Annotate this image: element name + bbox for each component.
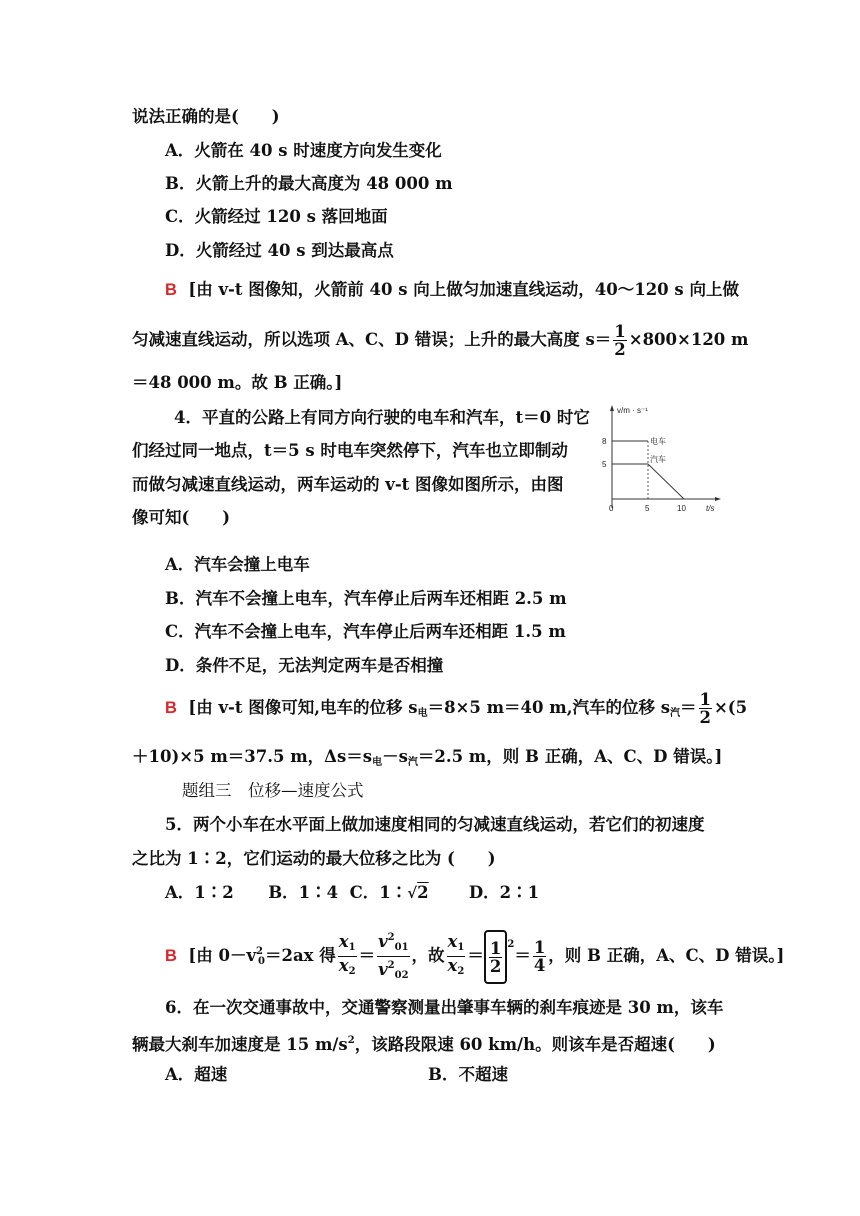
q5-stem-line1: 5．两个小车在水平面上做加速度相同的匀减速直线运动，若它们的初速度: [165, 815, 705, 834]
x-axis-label: t/s: [706, 504, 715, 513]
q5-options: A．1∶2 B．1∶4 C．1∶√2 D．2∶1: [165, 883, 540, 902]
q5-answer-letter: B: [165, 947, 177, 965]
fraction-one-half: $\frac{1}{2}$: [699, 690, 711, 727]
q4-option-d: D．条件不足，无法判定两车是否相撞: [165, 656, 444, 675]
fraction-one-half: $\frac{1}{2}$: [614, 322, 626, 359]
fraction-x1-over-x2: $\frac{x_1}{x_2}$: [338, 932, 356, 977]
q4-stem-line3: 而做匀减速直线运动，两车运动的 v-t 图像如图所示，由图: [132, 475, 564, 494]
q3-option-d: D．火箭经过 40 s 到达最高点: [165, 241, 394, 260]
x-tick-5: 5: [645, 504, 650, 513]
x-tick-0: 0: [609, 504, 614, 513]
q5-option-c: C．1∶: [349, 883, 408, 902]
fraction-x1-over-x2-b: $\frac{x_1}{x_2}$: [447, 932, 465, 977]
q6-option-a: A．超速: [165, 1065, 228, 1084]
x-axis-arrow: [715, 497, 721, 501]
q4-explanation-line2: ＋10)×5 m＝37.5 m，$\Delta s=s_电-s_汽=2.5$ m，则 B 正确，A、C、D 错误。]: [132, 747, 723, 768]
sqrt-symbol: √: [407, 884, 418, 902]
bracket-one-half: $\frac{1}{2}$: [484, 930, 507, 984]
q4-stem-line2: 们经过同一地点，t＝5 s 时电车突然停下，汽车也立即制动: [132, 441, 568, 460]
q3-explanation-line1: B [由 v-t 图像知，火箭前 40 s 向上做匀加速直线运动，40～120 s 向上做: [165, 280, 739, 299]
fraction-one-quarter: $\frac{1}{4}$: [533, 938, 546, 975]
q4-option-a: A．汽车会撞上电车: [165, 555, 310, 574]
y-tick-5: 5: [602, 460, 607, 469]
x-tick-10: 10: [677, 504, 686, 513]
q5-option-b: B．1∶4: [268, 883, 339, 902]
q4-option-b: B．汽车不会撞上电车，汽车停止后两车还相距 2.5 m: [165, 589, 567, 608]
q5-explanation: B [由 $0-v^2_0=2ax$ 得 $\frac{x_1}{x_2}$ ＝ $\frac{v^2_{01}}{v^2_{02}}$ ，故 $\frac{x_1}{x_2}$ ＝ $\frac{1}{2}$ $^2$＝ $\frac{1}{4}$ ，则 B 正确，A、C、D 错误。]: [165, 920, 784, 987]
section-heading-group3: 题组三 位移—速度公式: [182, 781, 364, 800]
q4-stem-line1: 4．平直的公路上有同方向行驶的电车和汽车，t＝0 时它: [174, 408, 590, 427]
y-axis-arrow: [610, 405, 614, 411]
vt-graph-figure: [600, 404, 730, 522]
tram-label: 电车: [650, 437, 666, 446]
q6-option-b: B．不超速: [428, 1065, 508, 1084]
q3-answer-letter: B: [165, 281, 177, 299]
q4-stem-line4: 像可知( ): [132, 508, 231, 527]
q3-option-a: A．火箭在 40 s 时速度方向发生变化: [165, 141, 442, 160]
q4-answer-letter: B: [165, 699, 177, 717]
q3-explanation-line3: ＝48 000 m。故 B 正确。]: [132, 373, 343, 392]
q3-explanation-line2: 匀减速直线运动，所以选项 A、C、D 错误；上升的最大高度 s＝ $\frac{1}{2}$ ×800×120 m: [132, 322, 749, 359]
y-axis-label: v/m · s⁻¹: [617, 406, 648, 415]
car-label: 汽车: [650, 455, 666, 464]
y-tick-8: 8: [602, 437, 607, 446]
q5-option-d: D．2∶1: [468, 883, 540, 902]
fraction-v01-over-v02: $\frac{v^2_{01}}{v^2_{02}}$: [377, 929, 409, 984]
q3-stem-tail: 说法正确的是( ): [132, 107, 280, 126]
q5-stem-line2: 之比为 1∶2，它们运动的最大位移之比为 ( ): [132, 849, 496, 868]
car-line-decel: [648, 464, 684, 499]
q4-option-c: C．汽车不会撞上电车，汽车停止后两车还相距 1.5 m: [165, 622, 566, 641]
q6-stem-line2: 辆最大刹车加速度是 15 $m/s^2$，该路段限速 60 km/h。则该车是否超速( ): [132, 1035, 716, 1054]
q3-option-b: B．火箭上升的最大高度为 48 000 m: [165, 174, 453, 193]
q3-option-c: C．火箭经过 120 s 落回地面: [165, 207, 388, 226]
q4-explanation-line1: B [由 v-t 图像可知,电车的位移 $s_电=8\times 5$ m＝40 m,汽车的位移 $s_汽=$ $\frac{1}{2}$ ×(5: [165, 690, 748, 727]
q6-stem-line1: 6．在一次交通事故中，交通警察测量出肇事车辆的刹车痕迹是 30 m，该车: [165, 998, 724, 1017]
q5-option-a: A．1∶2: [165, 883, 234, 902]
